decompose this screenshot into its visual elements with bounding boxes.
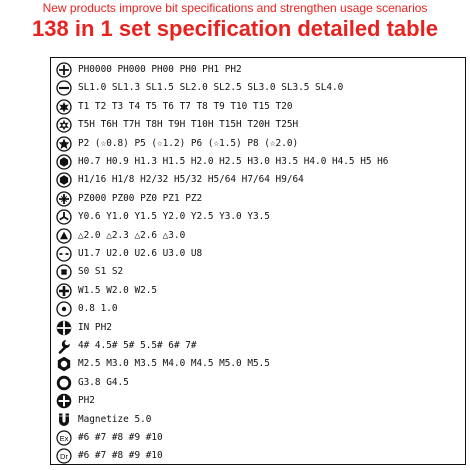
- ex-icon-label: Ex: [59, 433, 69, 443]
- dr-icon: [56, 448, 72, 464]
- spec-text: #6 #7 #8 #9 #10: [78, 432, 163, 443]
- table-row: [51, 78, 465, 98]
- table-row: [51, 428, 465, 448]
- ex-icon: [56, 430, 72, 446]
- table-row: [51, 318, 465, 338]
- table-row: [51, 410, 465, 430]
- phillips-icon: [56, 62, 72, 78]
- dr-icon-label: Dr: [60, 452, 68, 462]
- table-row: [51, 244, 465, 264]
- spec-text: PH2: [78, 395, 95, 407]
- pentalobe-icon: [56, 136, 72, 152]
- table-row: [51, 207, 465, 227]
- spec-text: PZ000 PZ00 PZ0 PZ1 PZ2: [78, 192, 203, 204]
- spec-text: H1/16 H1/8 H2/32 H5/32 H5/64 H7/64 H9/64: [78, 174, 304, 186]
- table-row: [51, 170, 465, 190]
- table-row: [51, 281, 465, 301]
- spec-text: T5H T6H T7H T8H T9H T10H T15H T20H T25H: [78, 119, 299, 131]
- spec-text: G3.8 G4.5: [78, 376, 129, 388]
- table-row: [51, 134, 465, 154]
- in-phillips-icon: [56, 320, 72, 336]
- spec-text: 0.8 1.0: [78, 303, 118, 315]
- pozidriv-icon: [56, 191, 72, 207]
- spec-text: PH0000 PH000 PH00 PH0 PH1 PH2: [78, 64, 242, 75]
- spec-text: W1.5 W2.0 W2.5: [78, 284, 158, 296]
- dot-icon: [56, 301, 72, 317]
- spec-text: M2.5 M3.0 M3.5 M4.0 M4.5 M5.0 M5.5: [78, 358, 270, 370]
- table-row: [51, 60, 465, 80]
- spec-table: [50, 57, 466, 465]
- table-row: [51, 226, 465, 246]
- hex-icon: [56, 154, 72, 170]
- table-row: [51, 189, 465, 209]
- tri-wing-icon: [56, 209, 72, 225]
- table-row: [51, 391, 465, 411]
- spec-text: P2 (☆0.8) P5 (☆1.2) P6 (☆1.5) P8 (☆2.0): [78, 137, 299, 149]
- square-icon: [56, 264, 72, 280]
- triangle-icon: [56, 228, 72, 244]
- table-row: [51, 262, 465, 282]
- table-row: [51, 336, 465, 356]
- spec-text: IN PH2: [78, 321, 112, 333]
- cross-icon: [56, 283, 72, 299]
- spec-text: #6 #7 #8 #9 #10: [78, 450, 163, 462]
- ph2-bold-icon: [56, 393, 72, 409]
- page-title: 138 in 1 set specification detailed table: [32, 16, 438, 41]
- table-row: [51, 115, 465, 135]
- nut-driver-icon: [56, 356, 72, 372]
- spec-text: T1 T2 T3 T4 T5 T6 T7 T8 T9 T10 T15 T20: [78, 100, 293, 112]
- magnet-icon: [56, 412, 72, 428]
- table-row: [51, 299, 465, 319]
- subtitle: New products improve bit specifications and strengthen usage scenarios: [42, 1, 428, 15]
- torx-security-icon: [56, 117, 72, 133]
- spanner-icon: [56, 338, 72, 354]
- table-row: [51, 354, 465, 374]
- spec-text: SL1.0 SL1.3 SL1.5 SL2.0 SL2.5 SL3.0 SL3.5 SL4.0: [78, 82, 344, 94]
- spec-text: △2.0 △2.3 △2.6 △3.0: [78, 229, 186, 241]
- spec-text: 4# 4.5# 5# 5.5# 6# 7#: [78, 340, 197, 351]
- table-row: [51, 152, 465, 172]
- table-row: [51, 373, 465, 393]
- spec-text: Magnetize 5.0: [78, 413, 152, 425]
- spec-text: U1.7 U2.0 U2.6 U3.0 U8: [78, 248, 203, 259]
- torx-icon: [56, 99, 72, 115]
- spec-text: H0.7 H0.9 H1.3 H1.5 H2.0 H2.5 H3.0 H3.5 H4.0 H4.5 H5 H6: [78, 156, 389, 167]
- u-shape-icon: [56, 246, 72, 262]
- spec-text: S0 S1 S2: [78, 266, 124, 278]
- hex-inch-icon: [56, 172, 72, 188]
- slotted-icon: [56, 80, 72, 96]
- table-row: [51, 97, 465, 117]
- ring-icon: [56, 375, 72, 391]
- spec-text: Y0.6 Y1.0 Y1.5 Y2.0 Y2.5 Y3.0 Y3.5: [78, 211, 270, 223]
- table-row: [51, 446, 465, 466]
